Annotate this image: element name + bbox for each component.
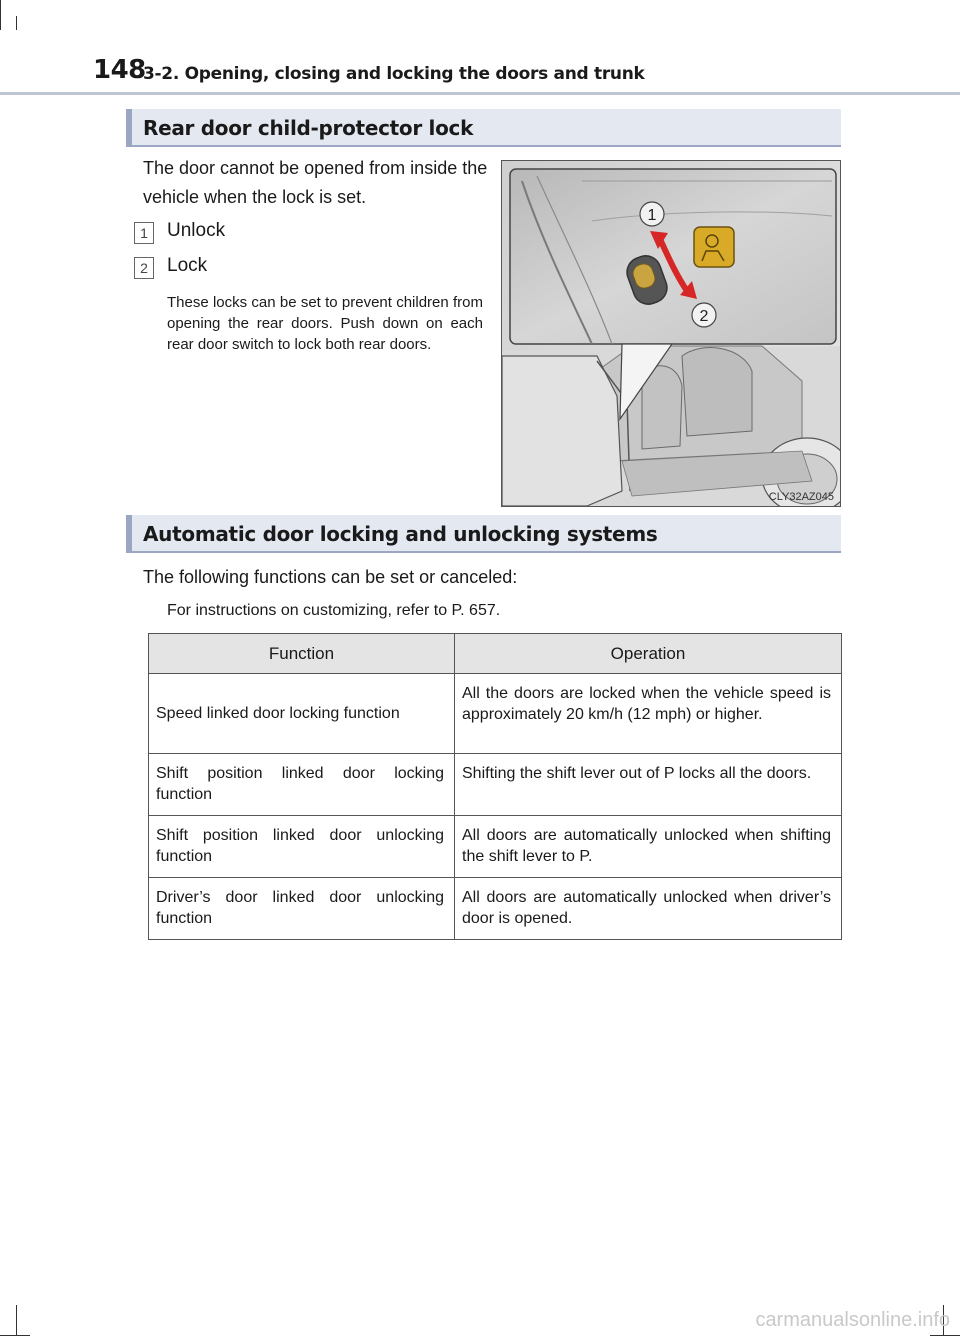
table-cell-function: Shift position linked door unlocking function (149, 816, 455, 878)
table-row (149, 816, 842, 878)
table-cell-operation: Shifting the shift lever out of P locks all the doors. (455, 754, 842, 816)
table-cell-function: Speed linked door locking function (149, 674, 455, 754)
table-row (149, 878, 842, 940)
child-lock-intro: The door cannot be opened from inside the vehicle when the lock is set. (143, 158, 488, 207)
running-title: 3-2. Opening, closing and locking the doors and trunk (143, 64, 645, 84)
page-number: 148 (93, 55, 146, 85)
table-row (149, 754, 842, 816)
crop-mark (930, 1335, 960, 1336)
section-heading-child-lock (126, 109, 841, 147)
table-header-operation: Operation (455, 634, 842, 674)
table-header-row (149, 634, 842, 674)
table-header-function: Function (149, 634, 455, 674)
item-label-lock: Lock (167, 255, 208, 276)
section-heading-auto-lock (126, 515, 841, 553)
item-badge-unlock: 1 (134, 222, 154, 244)
auto-lock-intro: The following functions can be set or canceled: (143, 567, 518, 587)
table-cell-operation: All doors are automatically unlocked when driver’s door is opened. (455, 878, 842, 940)
figure-callout-2: 2 (699, 308, 709, 325)
crop-mark (0, 1335, 30, 1336)
header-rule (0, 92, 960, 95)
child-lock-note: These locks can be set to prevent children from opening the rear doors. Push down on each rear door switch to lock both rear doors. (167, 294, 483, 353)
table-cell-operation: All the doors are locked when the vehicle speed is approximately 20 km/h (12 mph) or higher. (455, 674, 842, 754)
table-cell-function: Shift position linked door locking function (149, 754, 455, 816)
crop-mark (16, 1305, 17, 1335)
item-label-unlock: Unlock (167, 220, 226, 241)
table-cell-function: Driver’s door linked door unlocking function (149, 878, 455, 940)
watermark: carmanualsonline.info (755, 1309, 950, 1331)
table-cell-operation: All doors are automatically unlocked when shifting the shift lever to P. (455, 816, 842, 878)
crop-mark (0, 0, 1, 30)
auto-lock-note: For instructions on customizing, refer to P. 657. (167, 602, 501, 619)
door-illustration (502, 161, 840, 506)
function-table (148, 633, 842, 940)
child-lock-illustration (501, 160, 841, 507)
figure-code: CLY32AZ045 (768, 491, 834, 503)
item-badge-lock: 2 (134, 257, 154, 279)
section-heading-text: Rear door child-protector lock (143, 116, 474, 140)
table-row (149, 674, 842, 754)
crop-mark (16, 16, 17, 30)
figure-callout-1: 1 (647, 207, 657, 224)
section-heading-text: Automatic door locking and unlocking systems (143, 522, 658, 546)
